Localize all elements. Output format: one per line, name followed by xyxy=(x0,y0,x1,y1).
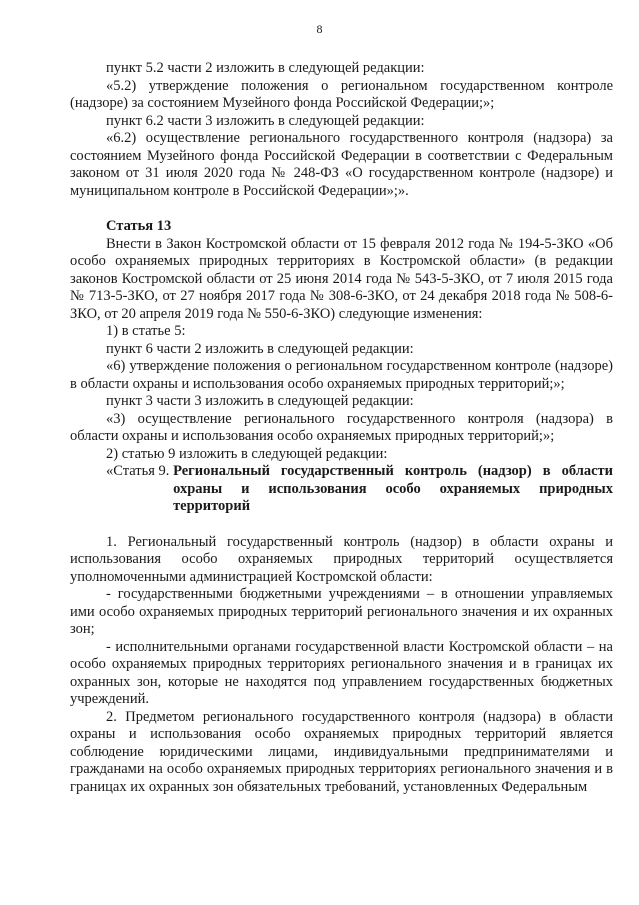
article-9-title: Региональный государственный контроль (надзор) в области охраны и использования особо охраняемых природных территорий xyxy=(173,463,613,514)
section-spacer xyxy=(70,200,613,218)
paragraph-amend-5-2-instruction: пункт 5.2 части 2 изложить в следующей редакции: xyxy=(106,60,425,76)
paragraph-item-1: 1) в статье 5: xyxy=(106,323,186,339)
paragraph-item-2: 2) статью 9 изложить в следующей редакции: xyxy=(106,445,388,462)
paragraph-amend-3-text: «3) осуществление регионального государственного контроля (надзора) в области охраны и использования особо охраняемых природных территорий;»; xyxy=(70,410,613,444)
document-body xyxy=(70,60,613,796)
article-9-prefix: «Статья 9. xyxy=(106,463,174,479)
paragraph-amend-3-instruction: пункт 3 части 3 изложить в следующей редакции: xyxy=(106,393,414,409)
paragraph-amend-6-instruction: пункт 6 части 2 изложить в следующей редакции: xyxy=(106,340,414,357)
section-spacer xyxy=(70,516,613,534)
page-number: 8 xyxy=(316,22,323,36)
paragraph-amend-5-2-text: «5.2) утверждение положения о региональном государственном контроле (надзоре) за состоянием Музейного фонда Российской Федерации;»; xyxy=(70,77,613,111)
paragraph-amend-6-text: «6) утверждение положения о региональном государственном контроле (надзоре) в области охраны и использования особо охраняемых природных территорий;»; xyxy=(70,358,613,392)
paragraph-amend-6-2-instruction: пункт 6.2 части 3 изложить в следующей редакции: xyxy=(106,112,425,129)
article-9-heading xyxy=(70,463,613,516)
article-13-heading: Статья 13 xyxy=(106,218,172,234)
paragraph-article-9-part-2: 2. Предметом регионального государственного контроля (надзора) в области охраны и использования особо охраняемых природных территорий является соблюдение юридическими лицами, индивидуальными предпринимателями и гражданами на особо охраняемых природных территориях регионального значения и в границах их охранных зон обязательных требований, установленных Федеральным xyxy=(70,708,613,795)
paragraph-article-9-bullet-2: - исполнительными органами государственной власти Костромской области – на особо охраняемых природных территориях регионального значения и в границах их охранных зон, которые не находятся под управлением государственных бюджетных учреждений. xyxy=(70,638,613,707)
paragraph-article-9-bullet-1: - государственными бюджетными учреждениями – в отношении управляемых ими особо охраняемых природных территорий регионального значения и их охранных зон; xyxy=(70,586,613,637)
paragraph-article-13-intro: Внести в Закон Костромской области от 15 февраля 2012 года № 194-5-ЗКО «Об особо охраняемых природных территориях в Костромской области» (в редакции законов Костромской области от 25 июня 2014 года № 543-5-ЗКО, от 7 июля 2015 года № 713-5-ЗКО, от 27 ноября 2017 года № 308-6-ЗКО, от 24 декабря 2018 года № 508-6-ЗКО, от 20 апреля 2019 года № 550-6-ЗКО) следующие изменения: xyxy=(70,235,613,322)
paragraph-amend-6-2-text: «6.2) осуществление регионального государственного контроля (надзора) за состоянием Музейного фонда Российской Федерации в соответствии с Федеральным законом от 31 июля 2020 года № 248-ФЗ «О государственном контроле (надзоре) и муниципальном контроле в Российской Федерации»;». xyxy=(70,130,613,199)
paragraph-article-9-part-1: 1. Региональный государственный контроль (надзор) в области охраны и использования особо охраняемых природных территорий осуществляется уполномоченными администрацией Костромской области: xyxy=(70,533,613,585)
